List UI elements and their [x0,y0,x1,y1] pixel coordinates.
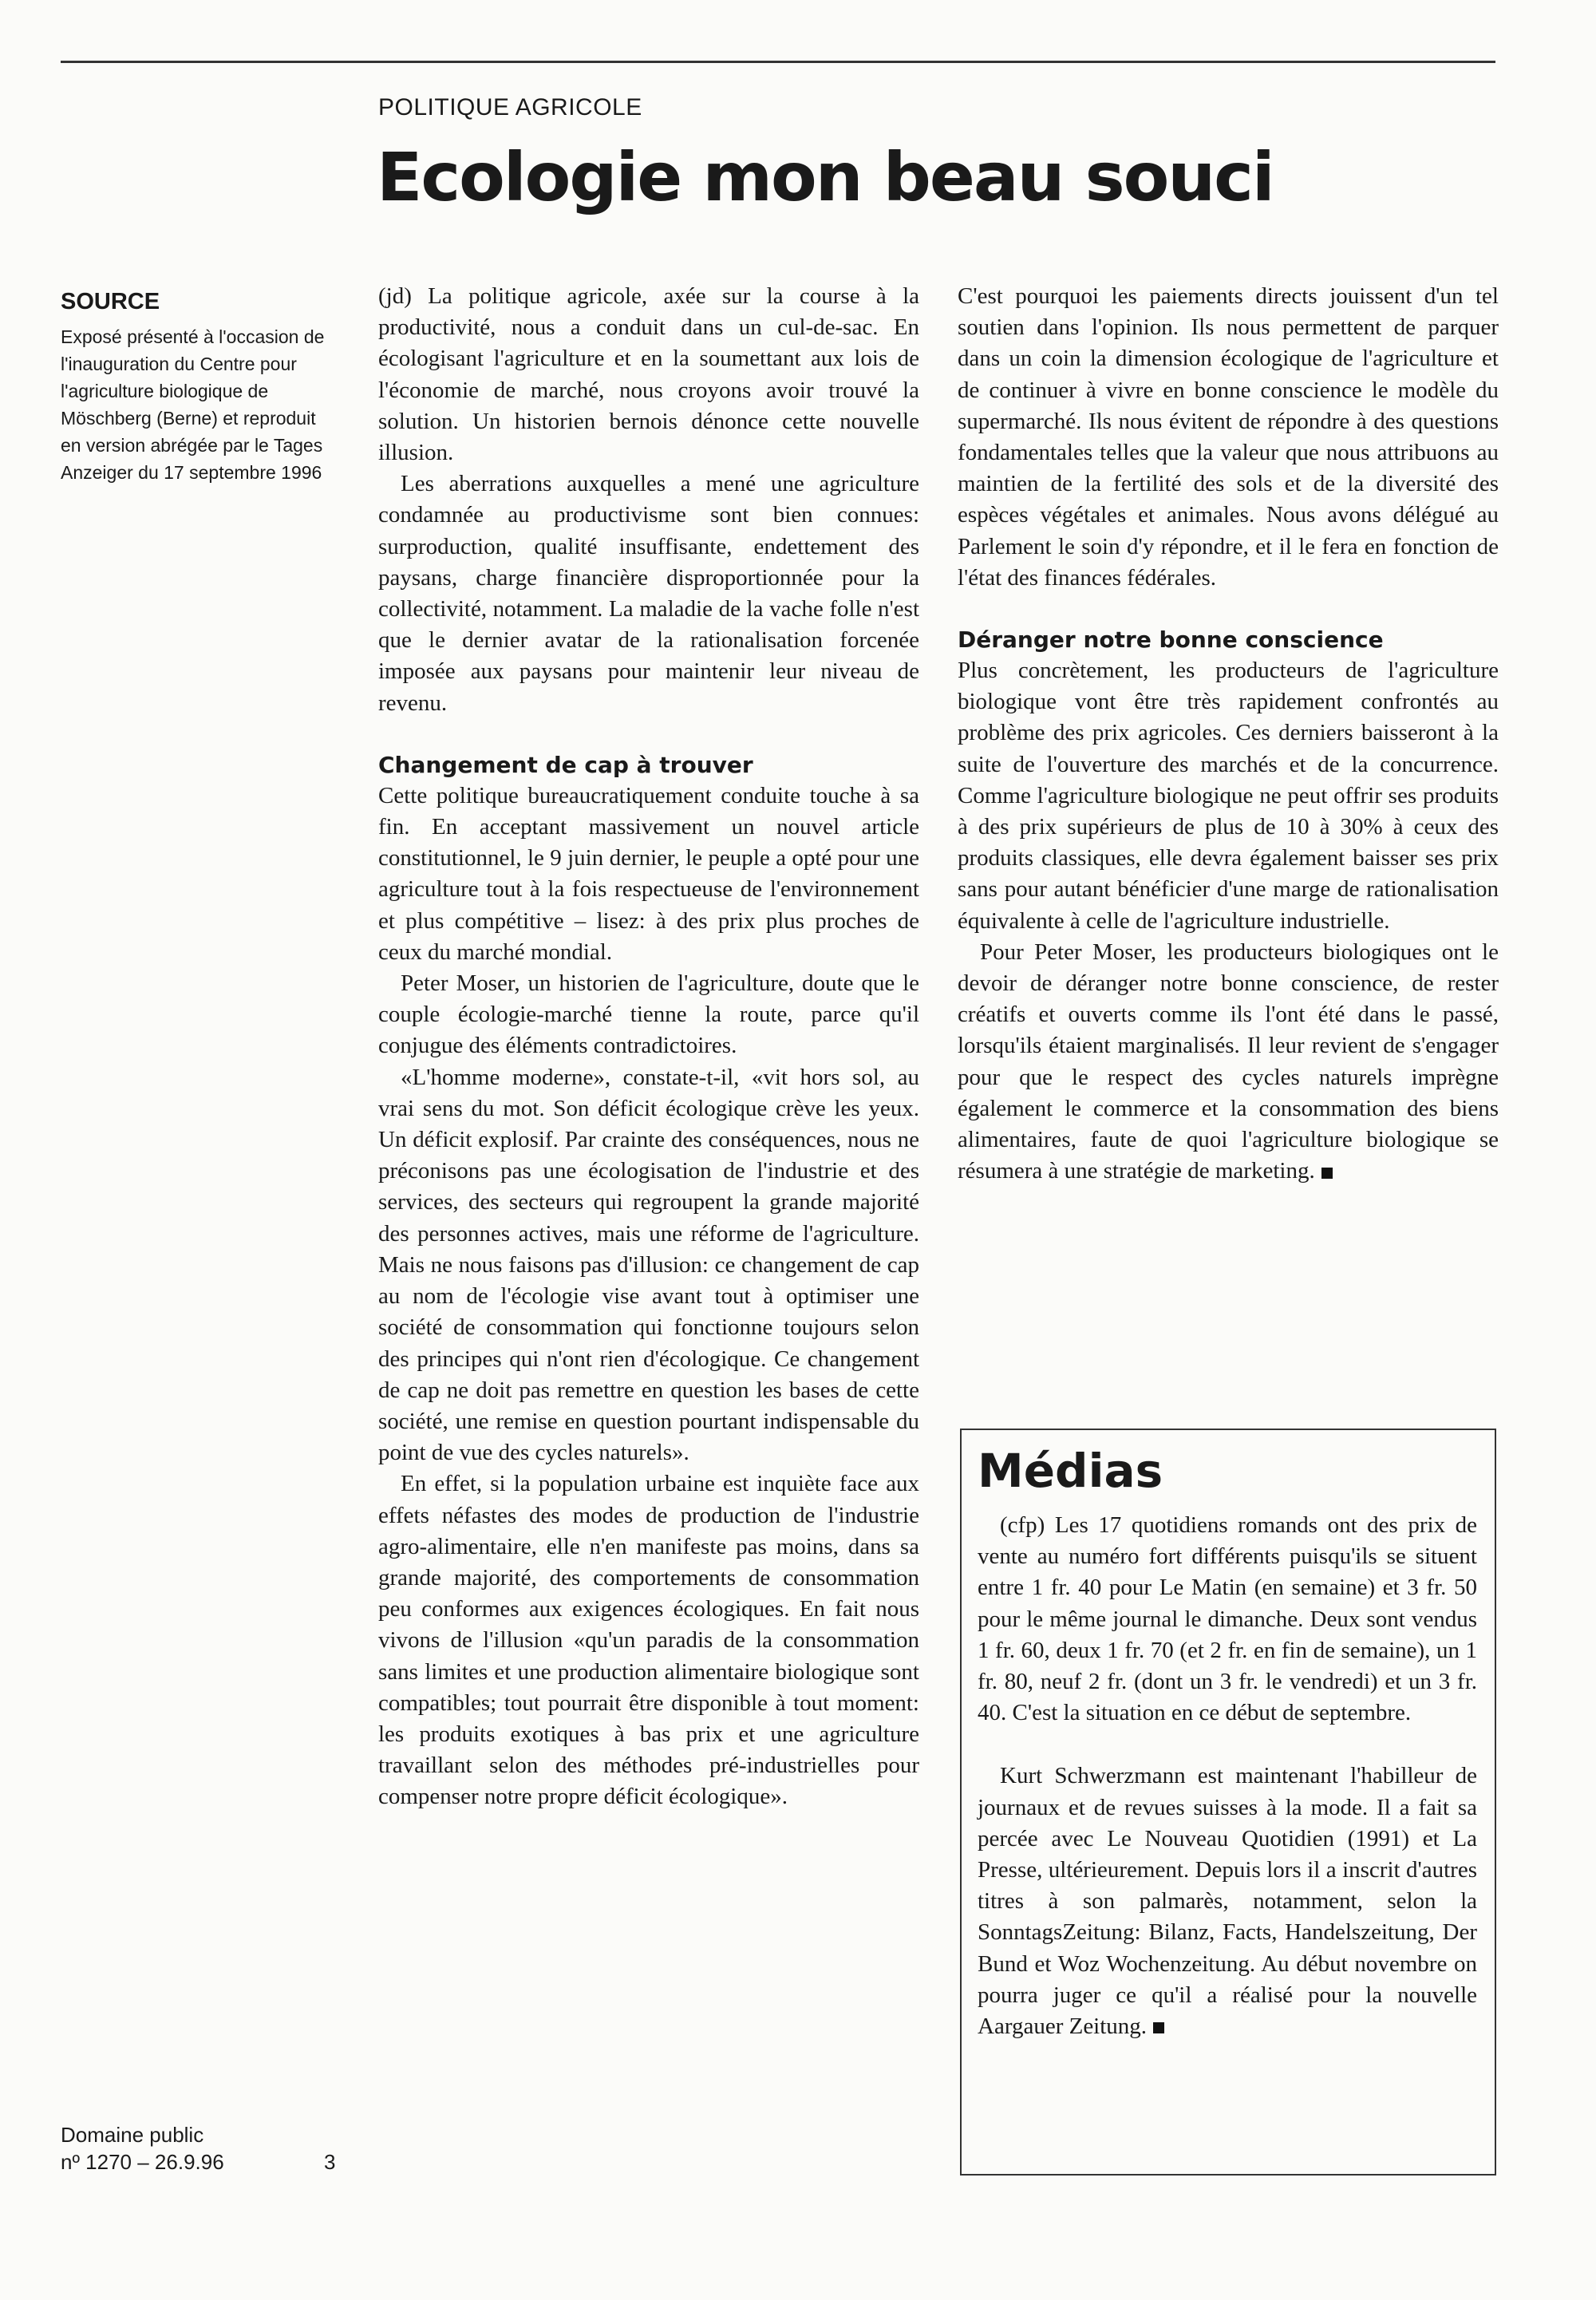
article-paragraph-last [958,937,1499,1188]
end-mark-icon [1153,2022,1164,2033]
page-footer [61,2121,348,2176]
article-column-1 [378,281,919,1813]
publication-name: Domaine public [61,2123,204,2147]
article-title: Ecologie mon beau souci [377,138,1274,216]
article-paragraph: (jd) La politique agricole, axée sur la course à la productivité, nous a conduit dans un cul-de-sac. En écologisant l'agriculture et en la soumettant aux lois de l'économie de marché, nous croyons avoir trouvé la solution. Un historien bernois dénonce cette nouvelle illusion. [378,283,919,466]
medias-title: Médias [978,1444,1163,1498]
article-paragraph: Plus concrètement, les producteurs de l'agriculture biologique vont être très rapidement confrontés au problème des prix agricoles. Ces derniers baisseront à la suite de l'ouverture des marchés et de la concurrence. Comme l'agriculture biologique ne peut offrir ses produits à des prix supérieurs de plus de 10 à 30% à ceux des produits classiques, elle devra également baisser ses prix sans pour autant bénéficier d'une marge de rationalisation équivalente à celle de l'agriculture industrielle. [958,658,1499,934]
article-paragraph: Cette politique bureaucratiquement conduite touche à sa fin. En acceptant massivement un nouvel article constitutionnel, le 9 juin dernier, le peuple a opté pour une agriculture tout à la fois respectueuse de l'environnement et plus compétitive – lisez: à des prix plus proches de ceux du marché mondial. [378,782,919,965]
medias-box [960,1429,1496,2176]
medias-paragraph: (cfp) Les 17 quotidiens romands ont des prix de vente au numéro fort différents puisqu'ils se situent entre 1 fr. 40 pour Le Matin (en semaine) et 3 fr. 50 pour le même journal le dimanche. Deux sont vendus 1 fr. 60, deux 1 fr. 70 (et 2 fr. en fin de semaine), un 1 fr. 80, neuf 2 fr. (dont un 3 fr. le vendredi) et un 3 fr. 40. C'est la situation en ce début de septembre. [978,1512,1477,1726]
page-number: 3 [324,2150,336,2174]
article-paragraph: «L'homme moderne», constate-t-il, «vit hors sol, au vrai sens du mot. Son déficit écologique crève les yeux. Un déficit explosif. Par crainte des conséquences, nous ne préconisons pas une écologisation de l'industrie et des services, des secteurs qui regroupent la grande majorité des personnes actives, mais une réforme de l'agriculture. Mais ne nous faisons pas d'illusion: ce changement de cap au nom de l'écologie vise avant tout à optimiser une société de consommation qui fonctionne toujours selon des principes qui n'ont rien d'écologique. Ce changement de cap ne doit pas remettre en question les bases de cette société, une remise en question pourtant indispensable du point de vue des cycles naturels». [378,1064,919,1466]
medias-paragraph-last [978,1761,1477,2042]
subheading-changement: Changement de cap à trouver [378,751,753,778]
medias-paragraph-text: Kurt Schwerzmann est maintenant l'habilleur de journaux et de revues suisses à la mode. Il a fait sa percée avec Le Nouveau Quotidien (1991) et La Presse, ultérieurement. Depuis lors il a inscrit d'autres titres à son palmarès, notamment, selon la SonntagsZeitung: Bilanz, Facts, Handelszeitung, Der Bund et Woz Wochenzeitung. Au début novembre on pourra juger ce qu'il a réalisé pour la nouvelle Aargauer Zeitung. [978,1763,1477,2040]
article-paragraph: En effet, si la population urbaine est inquiète face aux effets néfastes des modes de production de l'industrie agro-alimentaire, elle n'en manifeste pas moins, dans sa grande majorité, des comportements de consommation peu conformes aux exigences écologiques. En fait nous vivons de l'illusion «qu'un paradis de la consommation sans limites et une production alimentaire biologique sont compatibles; tout pourrait être disponible à tout moment: les produits exotiques à bas prix et une agriculture travaillant selon des méthodes pré-industrielles pour compenser notre propre déficit écologique». [378,1471,919,1810]
section-kicker: POLITIQUE AGRICOLE [378,94,642,121]
article-paragraph: Les aberrations auxquelles a mené une agriculture condamnée au productivisme sont bien connues: surproduction, qualité insuffisante, endettement des paysans, charge financière disproportionnée pour la collectivité, notamment. La maladie de la vache folle n'est que le dernier avatar de la rationalisation forcenée imposée aux paysans pour maintenir leur niveau de revenu. [378,471,919,716]
subheading-deranger: Déranger notre bonne conscience [958,626,1384,654]
source-sidebar [61,289,332,486]
source-text: Exposé présenté à l'occasion de l'inauguration du Centre pour l'agriculture biologique de Möschberg (Berne) et reproduit en version abrégée par le Tages Anzeiger du 17 septembre 1996 [61,326,325,483]
top-rule [61,61,1495,63]
end-mark-icon [1321,1168,1333,1179]
article-column-2 [958,281,1499,1187]
article-paragraph-text: Pour Peter Moser, les producteurs biologiques ont le devoir de déranger notre bonne conscience, de rester créatifs et ouverts comme ils l'ont été dans le passé, lorsqu'ils étaient marginalisés. Il leur revient de s'engager pour que le respect des cycles naturels imprègne également le commerce et la consommation des biens alimentaires, faute de quoi l'agriculture biologique se résumera à une stratégie de marketing. [958,939,1499,1184]
article-paragraph: Peter Moser, un historien de l'agriculture, doute que le couple écologie-marché tienne la route, parce qu'il conjugue des éléments contradictoires. [378,970,919,1059]
issue-number: nº 1270 – 26.9.96 [61,2150,224,2174]
source-heading: SOURCE [61,289,160,314]
article-paragraph: C'est pourquoi les paiements directs jouissent d'un tel soutien dans l'opinion. Ils nous permettent de parquer dans un coin la dimension écologique de l'agriculture et de continuer à vivre en bonne conscience le modèle du supermarché. Ils nous évitent de répondre à des questions fondamentales telles que la valeur que nous attribuons au maintien de la fertilité des sols et de la diversité des espèces végétales et animales. Nous avons délégué au Parlement le soin d'y répondre, et il le fera en fonction de l'état des finances fédérales. [958,283,1499,591]
